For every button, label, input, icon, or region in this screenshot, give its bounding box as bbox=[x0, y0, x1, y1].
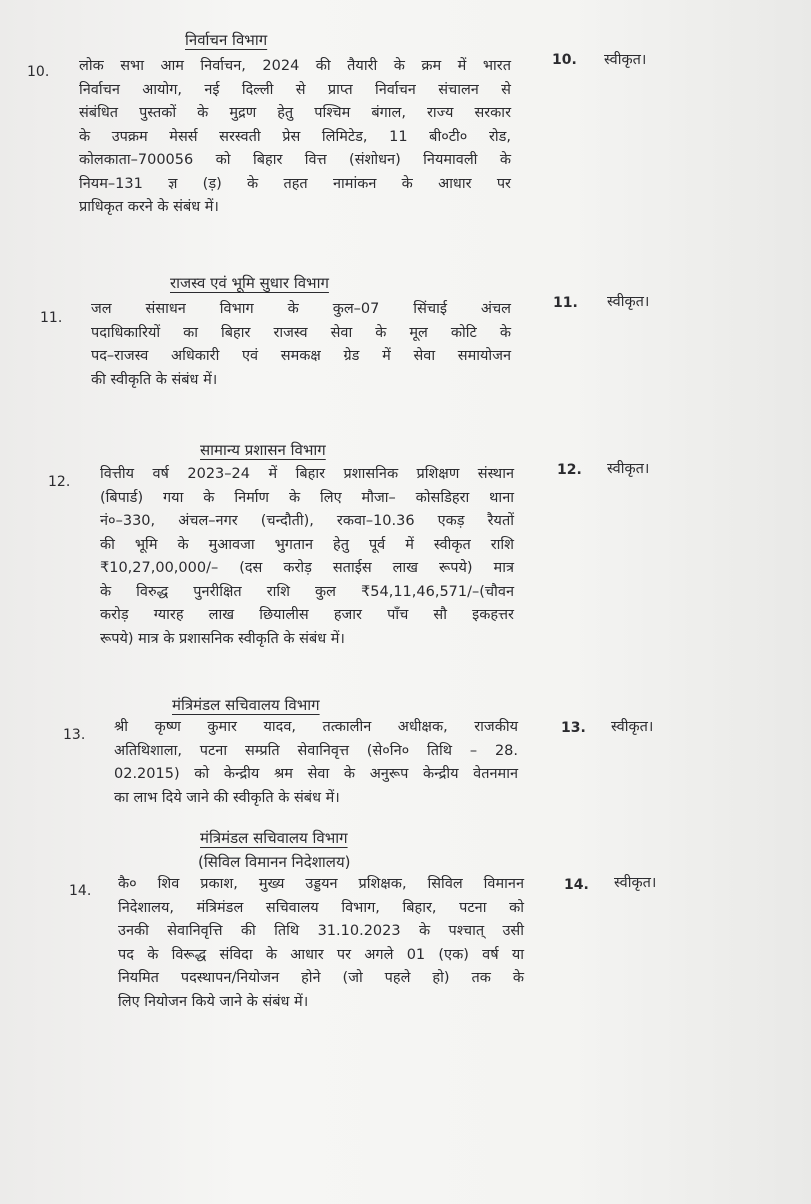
section-heading: राजस्व एवं भूमि सुधार विभाग bbox=[170, 274, 329, 292]
text-line: कोलकाता–700056 को बिहार वित्त (संशोधन) नियमावली के bbox=[79, 152, 511, 168]
text-line: श्री कृष्ण कुमार यादव, तत्कालीन अधीक्षक, राजकीय bbox=[114, 719, 518, 735]
text-line: नियमित पदस्थापन/नियोजन होने (जो पहले हो) तक के bbox=[118, 970, 524, 986]
section-heading: मंत्रिमंडल सचिवालय विभाग bbox=[200, 829, 348, 847]
text-line: पद–राजस्व अधिकारी एवं समकक्ष ग्रेड में सेवा समायोजन bbox=[91, 348, 511, 364]
result-status: स्वीकृत। bbox=[604, 52, 647, 68]
item-number: 10. bbox=[27, 64, 50, 80]
text-line: का लाभ दिये जाने की स्वीकृति के संबंध में। bbox=[114, 789, 340, 806]
section-subheading: (सिविल विमानन निदेशालय) bbox=[198, 853, 351, 871]
text-line: संबंधित पुस्तकों के मुद्रण हेतु पश्चिम बंगाल, राज्य सरकार bbox=[79, 105, 511, 121]
result-status: स्वीकृत। bbox=[607, 461, 650, 477]
text-line: की स्वीकृति के संबंध में। bbox=[91, 371, 218, 388]
text-line: पद के विरूद्ध संविदा के आधार पर अगले 01 (एक) वर्ष या bbox=[118, 946, 524, 963]
item-text bbox=[91, 298, 511, 392]
text-line: ₹10,27,00,000/– (दस करोड़ सताईस लाख रूपये) मात्र bbox=[100, 560, 514, 576]
text-line: रूपये) मात्र के प्रशासनिक स्वीकृति के संबंध में। bbox=[100, 630, 345, 647]
section-heading: मंत्रिमंडल सचिवालय विभाग bbox=[172, 696, 320, 714]
result-status: स्वीकृत। bbox=[611, 719, 654, 735]
item-text bbox=[79, 55, 511, 220]
text-line: 02.2015) को केन्द्रीय श्रम सेवा के अनुरूप केन्द्रीय वेतनमान bbox=[114, 766, 518, 782]
text-line: नं०–330, अंचल–नगर (चन्दौती), रकवा–10.36 एकड़ रैयतों bbox=[100, 513, 514, 529]
text-line: लोक सभा आम निर्वाचन, 2024 की तैयारी के क्रम में भारत bbox=[79, 58, 511, 74]
section-heading: निर्वाचन विभाग bbox=[185, 31, 268, 49]
text-line: के उपक्रम मेसर्स सरस्वती प्रेस लिमिटेड, 11 बी०टी० रोड, bbox=[79, 128, 511, 145]
text-line: निर्वाचन आयोग, नई दिल्ली से प्राप्त निर्वाचन संचालन से bbox=[79, 81, 511, 98]
text-line: निदेशालय, मंत्रिमंडल सचिवालय विभाग, बिहार, पटना को bbox=[118, 899, 524, 916]
text-line: करोड़ ग्यारह लाख छियालीस हजार पाँच सौ इकहत्तर bbox=[100, 607, 514, 623]
text-line: कै० शिव प्रकाश, मुख्य उड्डयन प्रशिक्षक, सिविल विमानन bbox=[118, 876, 524, 892]
item-text bbox=[100, 463, 514, 651]
text-line: वित्तीय वर्ष 2023–24 में बिहार प्रशासनिक प्रशिक्षण संस्थान bbox=[100, 466, 514, 482]
item-number: 13. bbox=[63, 727, 86, 743]
result-number: 11. bbox=[553, 295, 578, 311]
text-line: जल संसाधन विभाग के कुल–07 सिंचाई अंचल bbox=[91, 301, 511, 317]
text-line: (बिपार्ड) गया के निर्माण के लिए मौजा– कोसडिहरा थाना bbox=[100, 489, 514, 506]
item-number: 14. bbox=[69, 883, 92, 899]
result-number: 12. bbox=[557, 462, 582, 478]
result-status: स्वीकृत। bbox=[607, 294, 650, 310]
item-number: 11. bbox=[40, 310, 63, 326]
text-line: अतिथिशाला, पटना सम्प्रति सेवानिवृत्त (से०नि० तिथि – 28. bbox=[114, 742, 518, 759]
text-line: की भूमि के मुआवजा भुगतान हेतु पूर्व में स्वीकृत राशि bbox=[100, 536, 514, 553]
text-line: प्राधिकृत करने के संबंध में। bbox=[79, 199, 219, 215]
result-number: 10. bbox=[552, 52, 577, 68]
text-line: नियम–131 ज्ञ (ड़) के तहत नामांकन के आधार पर bbox=[79, 175, 511, 192]
item-text bbox=[114, 716, 518, 810]
result-number: 14. bbox=[564, 877, 589, 893]
result-number: 13. bbox=[561, 720, 586, 736]
result-status: स्वीकृत। bbox=[614, 875, 657, 891]
text-line: लिए नियोजन किये जाने के संबंध में। bbox=[118, 993, 309, 1010]
text-line: पदाधिकारियों का बिहार राजस्व सेवा के मूल कोटि के bbox=[91, 324, 511, 341]
item-number: 12. bbox=[48, 474, 71, 490]
section-heading: सामान्य प्रशासन विभाग bbox=[200, 441, 326, 459]
text-line: उनकी सेवानिवृत्ति की तिथि 31.10.2023 के पश्चात् उसी bbox=[118, 923, 524, 939]
text-line: के विरुद्ध पुनरीक्षित राशि कुल ₹54,11,46,571/–(चौवन bbox=[100, 583, 514, 600]
item-text bbox=[118, 873, 524, 1014]
